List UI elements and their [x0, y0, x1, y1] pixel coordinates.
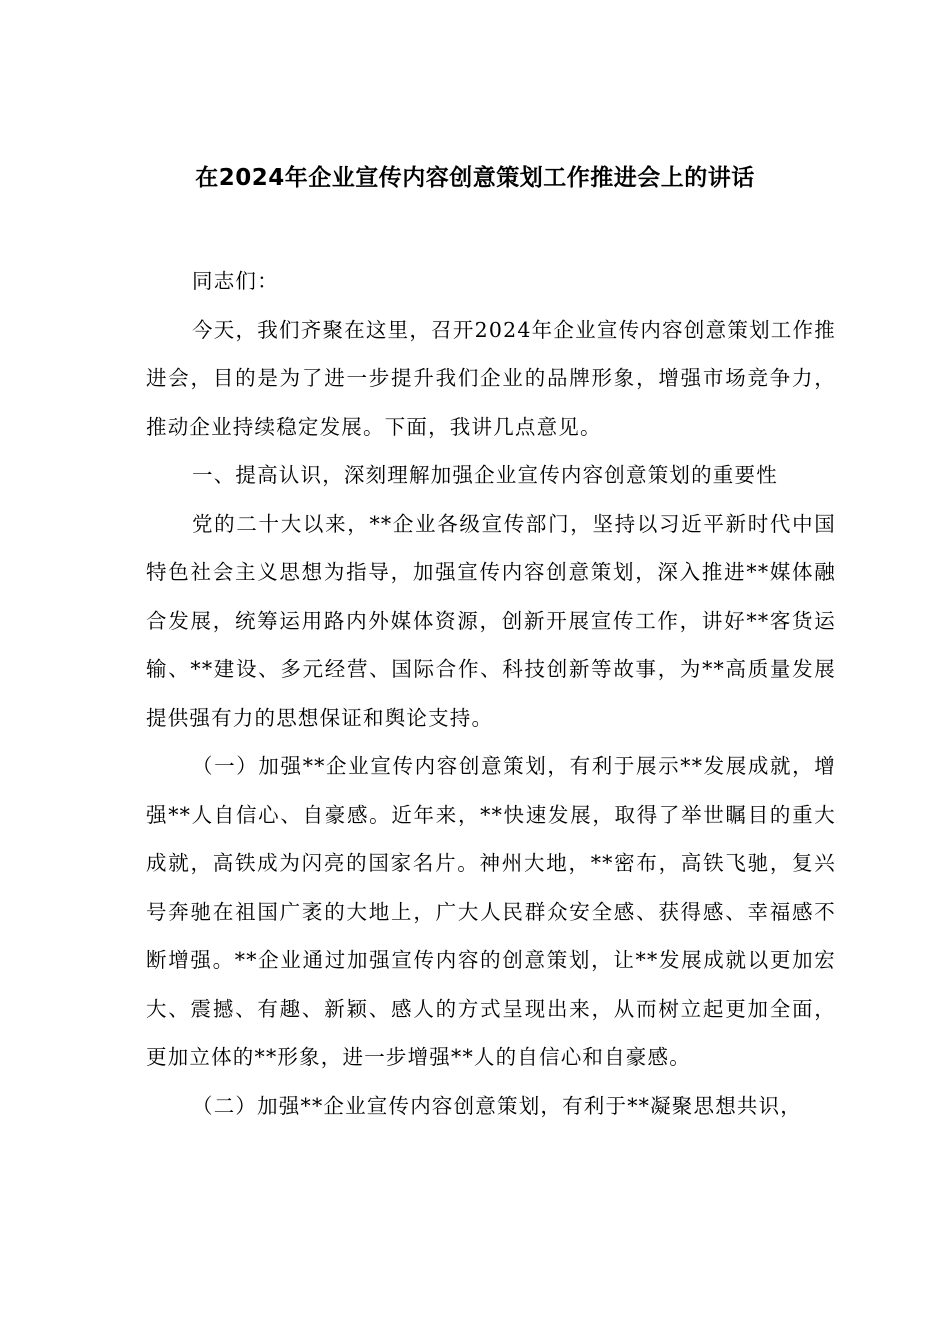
paragraph-section-1-intro: 党的二十大以来，**企业各级宣传部门，坚持以习近平新时代中国特色社会主义思想为指导，加强宣传内容创意策划，深入推进**媒体融合发展，统筹运用路内外媒体资源，创新开展宣传工作，讲好**客货运输、**建设、多元经营、国际合作、科技创新等故事，为**高质量发展提供强有力的思想保证和舆论支持。 — [146, 511, 836, 730]
section-heading-1: 一、提高认识，深刻理解加强企业宣传内容创意策划的重要性 — [192, 463, 778, 487]
document-title: 在2024年企业宣传内容创意策划工作推进会上的讲话 — [195, 165, 755, 191]
document-body — [146, 257, 836, 1130]
paragraph-subsection-1: （一）加强**企业宣传内容创意策划，有利于展示**发展成就，增强**人自信心、自豪感。近年来，**快速发展，取得了举世瞩目的重大成就，高铁成为闪亮的国家名片。神州大地，**密布，高铁飞驰，复兴号奔驰在祖国广袤的大地上，广大人民群众安全感、获得感、幸福感不断增强。**企业通过加强宣传内容的创意策划，让**发展成就以更加宏大、震撼、有趣、新颖、感人的方式呈现出来，从而树立起更加全面，更加立体的**形象，进一步增强**人的自信心和自豪感。 — [146, 754, 836, 1069]
paragraph-opening: 今天，我们齐聚在这里，召开2024年企业宣传内容创意策划工作推进会，目的是为了进一步提升我们企业的品牌形象，增强市场竞争力，推动企业持续稳定发展。下面，我讲几点意见。 — [146, 317, 836, 439]
paragraph-subsection-2: （二）加强**企业宣传内容创意策划，有利于**凝聚思想共识， — [192, 1093, 802, 1118]
paragraph-greeting: 同志们： — [192, 269, 279, 293]
